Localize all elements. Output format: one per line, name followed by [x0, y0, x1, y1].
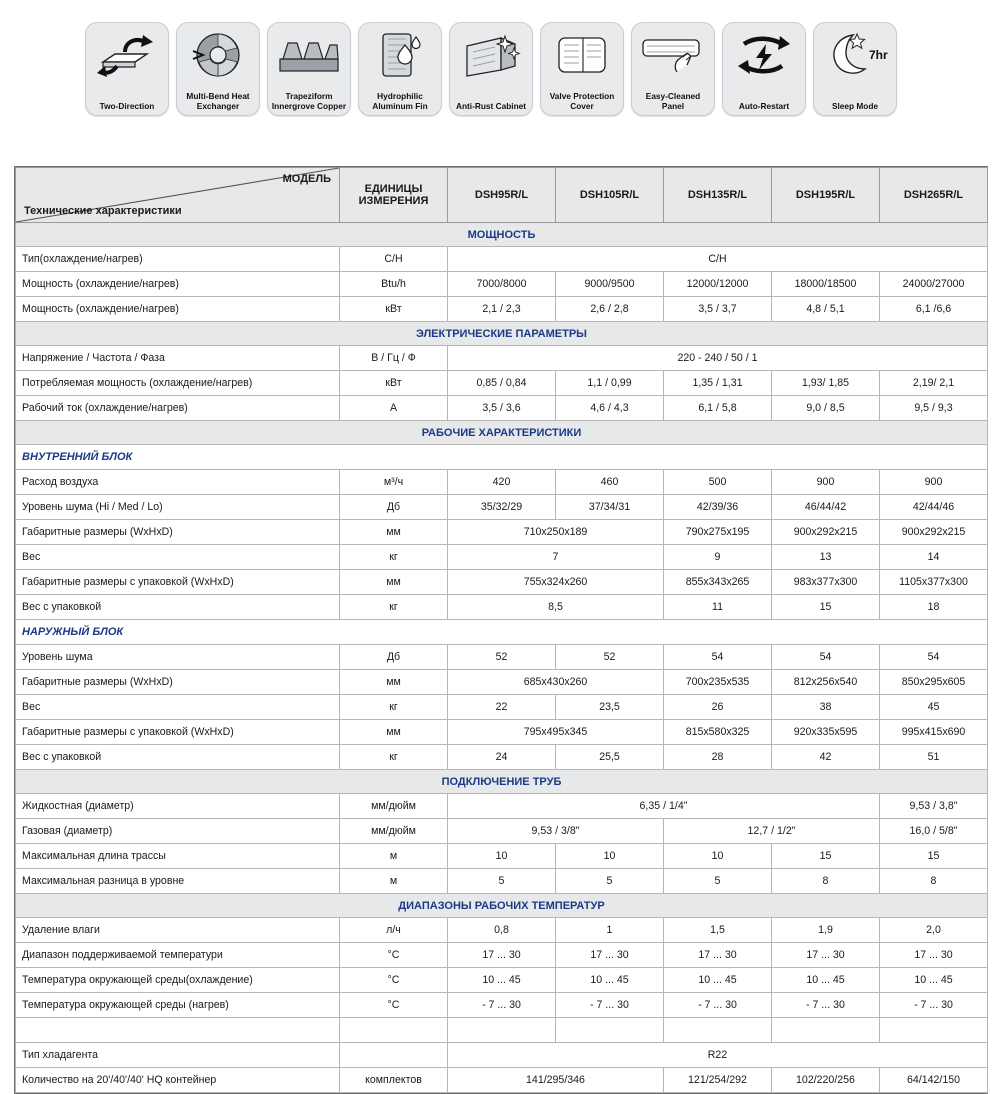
row-dims-indoor: Габаритные размеры (WxHxD) мм 710x250x189 790x275x195 900x292x215 900x292x215	[16, 520, 988, 545]
sleep-mode-moon-icon	[814, 29, 896, 81]
header-units: ЕДИНИЦЫ ИЗМЕРЕНИЯ	[340, 168, 448, 223]
feature-easy-cleaned	[631, 22, 715, 116]
header-model-dsh95: DSH95R/L	[448, 168, 556, 223]
feature-hydrophilic	[358, 22, 442, 116]
row-weight-outdoor-packed: Вес с упаковкой кг 24 25,5 28 42 51	[16, 745, 988, 770]
feature-caption: Trapeziform Innergrove Copper	[271, 91, 347, 111]
subsection-indoor-unit: ВНУТРЕННИЙ БЛОК	[16, 445, 988, 470]
row-max-height: Максимальная разница в уровне м 5 5 5 8 8	[16, 869, 988, 894]
feature-caption: Hydrophilic Aluminum Fin	[372, 91, 428, 111]
row-current: Рабочий ток (охлаждение/нагрев) А 3,5 / 3,6 4,6 / 4,3 6,1 / 5,8 9,0 / 8,5 9,5 / 9,3	[16, 396, 988, 421]
specifications-table	[14, 166, 988, 1094]
row-ambient-cooling: Температура окружающей среды(охлаждение) °С 10 ... 45 10 ... 45 10 ... 45 10 ... 45 10 ... 45	[16, 968, 988, 993]
row-type-cool-heat: Тип(охлаждение/нагрев) С/Н С/Н	[16, 247, 988, 272]
header-corner-cell	[16, 168, 340, 223]
row-weight-indoor-packed: Вес с упаковкой кг 8,5 11 15 18	[16, 595, 988, 620]
airflow-two-direction-icon	[86, 29, 168, 81]
row-voltage: Напряжение / Частота / Фаза В / Гц / Ф 220 - 240 / 50 / 1	[16, 346, 988, 371]
header-model-dsh265: DSH265R/L	[880, 168, 988, 223]
hydrophilic-aluminum-fin-icon	[359, 29, 441, 81]
easy-cleaned-panel-icon	[632, 29, 714, 81]
row-weight-indoor: Вес кг 7 9 13 14	[16, 545, 988, 570]
feature-caption: Anti-Rust Cabinet	[455, 100, 527, 111]
table-header-row	[16, 168, 988, 223]
row-weight-outdoor: Вес кг 22 23,5 26 38 45	[16, 695, 988, 720]
section-power: МОЩНОСТЬ	[16, 223, 988, 247]
header-model-label: МОДЕЛЬ	[282, 173, 331, 185]
feature-trapeziform	[267, 22, 351, 116]
header-model-dsh135: DSH135R/L	[664, 168, 772, 223]
row-max-length: Максимальная длина трассы м 10 10 10 15 15	[16, 844, 988, 869]
section-performance: РАБОЧИЕ ХАРАКТЕРИСТИКИ	[16, 421, 988, 445]
header-spec-label: Технические характеристики	[24, 205, 182, 217]
row-gas-pipe: Газовая (диаметр) мм/дюйм 9,53 / 3/8" 12,7 / 1/2" 16,0 / 5/8"	[16, 819, 988, 844]
anti-rust-cabinet-icon	[450, 29, 532, 81]
feature-two-direction	[85, 22, 169, 116]
svg-text:7hr: 7hr	[869, 48, 888, 62]
row-dehumidification: Удаление влаги л/ч 0,8 1 1,5 1,9 2,0	[16, 918, 988, 943]
auto-restart-icon	[723, 29, 805, 81]
row-container-quantity: Количество на 20'/40'/40' HQ контейнер комплектов 141/295/346 121/254/292 102/220/256 64/142/150	[16, 1068, 988, 1093]
row-consumption: Потребляемая мощность (охлаждение/нагрев) кВт 0,85 / 0,84 1,1 / 0,99 1,35 / 1,31 1,93/ 1,85 2,19/ 2,1	[16, 371, 988, 396]
feature-caption: Auto-Restart	[738, 100, 790, 111]
feature-icon-strip	[0, 0, 1000, 116]
section-pipes: ПОДКЛЮЧЕНИЕ ТРУБ	[16, 770, 988, 794]
row-temp-range: Диапазон поддерживаемой температури °С 17 ... 30 17 ... 30 17 ... 30 17 ... 30 17 ... 30	[16, 943, 988, 968]
feature-caption: Sleep Mode	[831, 100, 879, 111]
row-airflow: Расход воздуха м³/ч 420 460 500 900 900	[16, 470, 988, 495]
section-temperature-ranges: ДИАПАЗОНЫ РАБОЧИХ ТЕМПЕРАТУР	[16, 894, 988, 918]
section-electrical: ЭЛЕКТРИЧЕСКИЕ ПАРАМЕТРЫ	[16, 322, 988, 346]
feature-caption: Valve Protection Cover	[549, 91, 615, 111]
feature-multi-bend	[176, 22, 260, 116]
valve-protection-cover-icon	[541, 29, 623, 81]
row-spacer	[16, 1018, 988, 1043]
row-ambient-heating: Температура окружающей среды (нагрев) °С - 7 ... 30 - 7 ... 30 - 7 ... 30 - 7 ... 30 - 7 ... 30	[16, 993, 988, 1018]
feature-caption: Multi-Bend Heat Exchanger	[186, 91, 250, 111]
feature-valve-cover	[540, 22, 624, 116]
row-dims-outdoor-packed: Габаритные размеры с упаковкой (WxHxD) мм 795x495x345 815x580x325 920x335x595 995x415x690	[16, 720, 988, 745]
row-liquid-pipe: Жидкостная (диаметр) мм/дюйм 6,35 / 1/4" 9,53 / 3,8"	[16, 794, 988, 819]
row-dims-indoor-packed: Габаритные размеры с упаковкой (WxHxD) мм 755x324x260 855x343x265 983x377x300 1105x377x300	[16, 570, 988, 595]
row-power-kw: Мощность (охлаждение/нагрев) кВт 2,1 / 2,3 2,6 / 2,8 3,5 / 3,7 4,8 / 5,1 6,1 /6,6	[16, 297, 988, 322]
row-noise-outdoor: Уровень шума Дб 52 52 54 54 54	[16, 645, 988, 670]
header-model-dsh105: DSH105R/L	[556, 168, 664, 223]
feature-anti-rust	[449, 22, 533, 116]
unit-cubic-meter-per-hour: м³/ч	[340, 470, 448, 495]
row-refrigerant: Тип хладагента R22	[16, 1043, 988, 1068]
header-model-dsh195: DSH195R/L	[772, 168, 880, 223]
feature-sleep-mode	[813, 22, 897, 116]
subsection-outdoor-unit: НАРУЖНЫЙ БЛОК	[16, 620, 988, 645]
multi-bend-heat-exchanger-icon	[177, 29, 259, 81]
row-noise-indoor: Уровень шума (Hi / Med / Lo) Дб 35/32/29 37/34/31 42/39/36 46/44/42 42/44/46	[16, 495, 988, 520]
feature-auto-restart	[722, 22, 806, 116]
trapeziform-innergrove-copper-icon	[268, 29, 350, 81]
row-power-btu: Мощность (охлаждение/нагрев) Btu/h 7000/8000 9000/9500 12000/12000 18000/18500 24000/27000	[16, 272, 988, 297]
feature-caption: Two-Direction	[99, 100, 155, 111]
feature-caption: Easy-Cleaned Panel	[645, 91, 701, 111]
row-dims-outdoor: Габаритные размеры (WxHxD) мм 685x430x260 700x235x535 812x256x540 850x295x605	[16, 670, 988, 695]
